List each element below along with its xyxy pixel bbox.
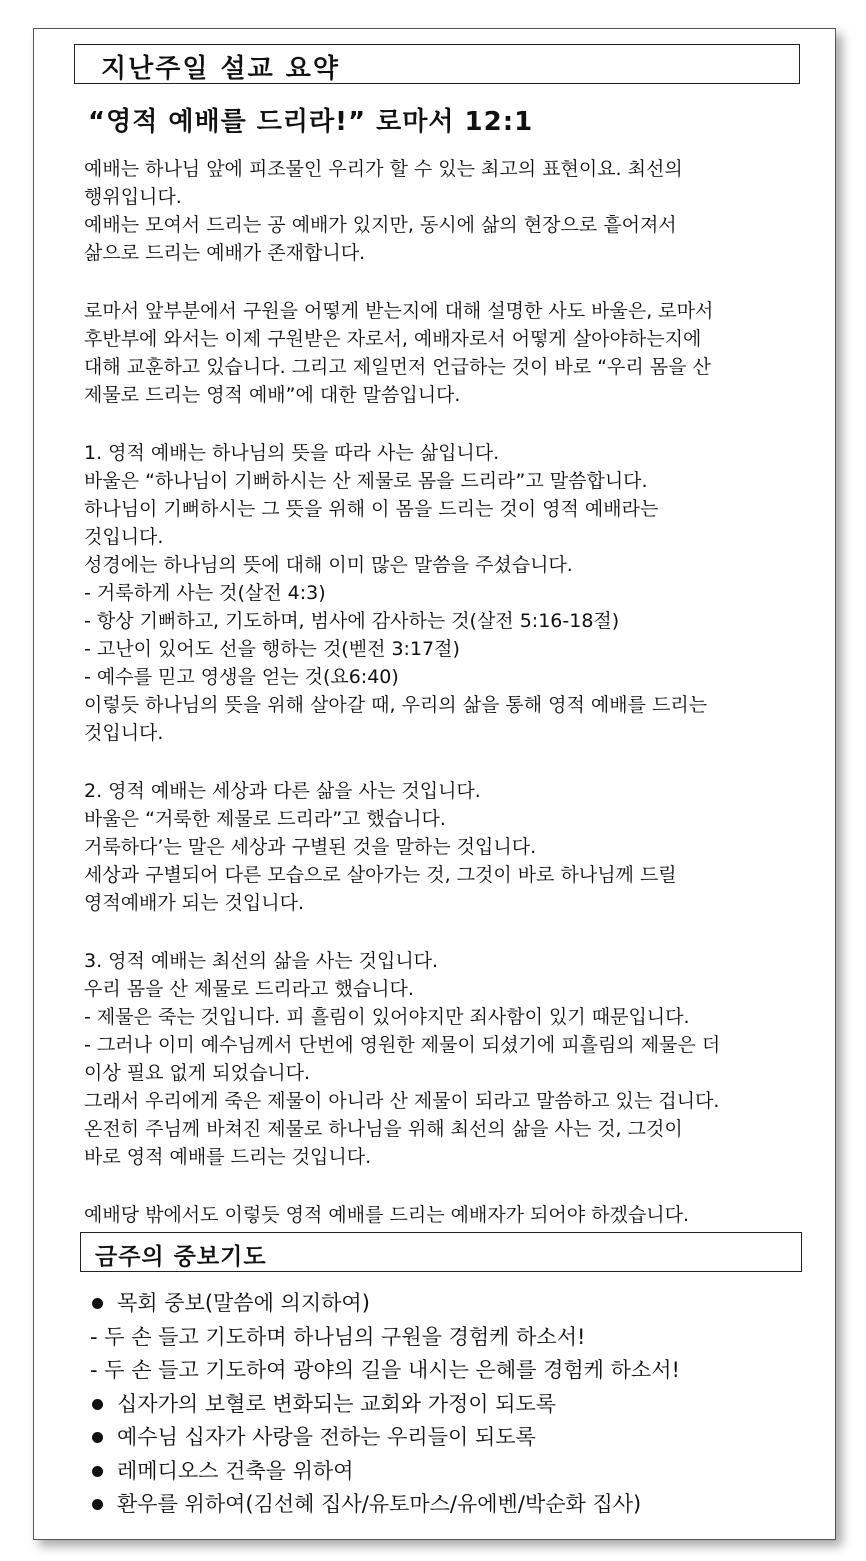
sermon-line: 이상 필요 없게 되었습니다. <box>84 1062 311 1084</box>
prayer-list <box>90 1287 680 1522</box>
prayer-item <box>90 1421 680 1455</box>
prayer-title: 금주의 중보기도 <box>95 1244 267 1270</box>
sermon-line: 2. 영적 예배는 세상과 다른 삶을 사는 것입니다. <box>84 780 481 802</box>
sermon-line: 세상과 구별되어 다른 모습으로 살아가는 것, 그것이 바로 하나님께 드릴 <box>84 864 677 886</box>
bullet-icon <box>92 1466 103 1477</box>
bullet-icon <box>92 1432 103 1443</box>
sermon-line: 하나님이 기뻐하시는 그 뜻을 위해 이 몸을 드리는 것이 영적 예배라는 <box>84 498 659 520</box>
prayer-item <box>90 1388 680 1422</box>
sermon-body <box>84 155 824 1229</box>
sermon-line: 대해 교훈하고 있습니다. 그리고 제일먼저 언급하는 것이 바로 “우리 몸을 산 <box>84 356 711 378</box>
prayer-item-text: 목회 중보(말씀에 의지하여) <box>117 1291 370 1315</box>
sermon-line: 1. 영적 예배는 하나님의 뜻을 따라 사는 삶입니다. <box>84 442 500 464</box>
prayer-item <box>90 1287 680 1321</box>
bullet-icon <box>92 1399 103 1410</box>
sermon-line: - 거룩하게 사는 것(살전 4:3) <box>84 582 326 604</box>
sermon-line: 바울은 “거룩한 제물로 드리라”고 했습니다. <box>84 808 446 830</box>
prayer-item <box>90 1354 680 1388</box>
paragraph-spacer <box>84 409 824 439</box>
bullet-icon <box>92 1298 103 1309</box>
sermon-line: 바로 영적 예배를 드리는 것입니다. <box>84 1146 372 1168</box>
sermon-line: 후반부에 와서는 이제 구원받은 자로서, 예배자로서 어떻게 살아야하는지에 <box>84 328 702 350</box>
prayer-title-box <box>80 1232 802 1272</box>
prayer-item <box>90 1488 680 1522</box>
sermon-line: 바울은 “하나님이 기뻐하시는 산 제물로 몸을 드리라”고 말씀합니다. <box>84 470 648 492</box>
paragraph-spacer <box>84 917 824 947</box>
sermon-line: 행위입니다. <box>84 186 182 208</box>
sermon-line: 삶으로 드리는 예배가 존재합니다. <box>84 242 366 264</box>
sermon-title: “영적 예배를 드리라!” 로마서 12:1 <box>88 107 534 137</box>
prayer-item-text: 레메디오스 건축을 위하여 <box>117 1458 354 1483</box>
prayer-item-text: - 두 손 들고 기도하며 하나님의 구원을 경험케 하소서! <box>90 1324 586 1349</box>
sermon-line: 예배는 하나님 앞에 피조물인 우리가 할 수 있는 최고의 표현이요. 최선의 <box>84 158 683 180</box>
sermon-line: - 제물은 죽는 것입니다. 피 흘림이 있어야지만 죄사함이 있기 때문입니다. <box>84 1006 690 1028</box>
sermon-line: 이렇듯 하나님의 뜻을 위해 살아갈 때, 우리의 삶을 통해 영적 예배를 드리는 <box>84 694 708 716</box>
sermon-line: 예배당 밖에서도 이렇듯 영적 예배를 드리는 예배자가 되어야 하겠습니다. <box>84 1204 689 1226</box>
sermon-line: 것입니다. <box>84 526 164 548</box>
paragraph-spacer <box>84 747 824 777</box>
sermon-line: - 고난이 있어도 선을 행하는 것(벧전 3:17절) <box>84 638 460 660</box>
sermon-line: - 그러나 이미 예수님께서 단번에 영원한 제물이 되셨기에 피흘림의 제물은 더 <box>84 1034 721 1056</box>
paragraph-spacer <box>84 267 824 297</box>
sermon-line: 것입니다. <box>84 722 164 744</box>
sermon-line: 제물로 드리는 영적 예배”에 대한 말씀입니다. <box>84 384 461 406</box>
sermon-line: - 항상 기뻐하고, 기도하며, 범사에 감사하는 것(살전 5:16-18절) <box>84 610 620 632</box>
sermon-line: 성경에는 하나님의 뜻에 대해 이미 많은 말씀을 주셨습니다. <box>84 554 573 576</box>
prayer-item <box>90 1321 680 1355</box>
sermon-line: 영적예배가 되는 것입니다. <box>84 892 305 914</box>
sermon-line: 로마서 앞부분에서 구원을 어떻게 받는지에 대해 설명한 사도 바울은, 로마서 <box>84 300 714 322</box>
bulletin-page <box>33 28 836 1540</box>
sermon-line: 우리 몸을 산 제물로 드리라고 했습니다. <box>84 978 414 1000</box>
section-title-box <box>74 44 800 84</box>
prayer-item-text: - 두 손 들고 기도하여 광야의 길을 내시는 은혜를 경험케 하소서! <box>90 1358 680 1382</box>
paragraph-spacer <box>84 1171 824 1201</box>
sermon-line: - 예수를 믿고 영생을 얻는 것(요6:40) <box>84 666 399 688</box>
sermon-line: 거룩하다’는 말은 세상과 구별된 것을 말하는 것입니다. <box>84 836 537 858</box>
sermon-line: 그래서 우리에게 죽은 제물이 아니라 산 제물이 되라고 말씀하고 있는 겁니다. <box>84 1090 720 1112</box>
sermon-line: 3. 영적 예배는 최선의 삶을 사는 것입니다. <box>84 950 439 972</box>
prayer-item-text: 십자가의 보혈로 변화되는 교회와 가정이 되도록 <box>117 1391 557 1416</box>
prayer-item-text: 환우를 위하여(김선혜 집사/유토마스/유에벤/박순화 집사) <box>117 1492 642 1516</box>
bullet-icon <box>92 1499 103 1510</box>
sermon-line: 예배는 모여서 드리는 공 예배가 있지만, 동시에 삶의 현장으로 흩어져서 <box>84 214 677 236</box>
prayer-item-text: 예수님 십자가 사랑을 전하는 우리들이 되도록 <box>117 1425 536 1449</box>
sermon-line: 온전히 주님께 바쳐진 제물로 하나님을 위해 최선의 삶을 사는 것, 그것이 <box>84 1118 683 1140</box>
prayer-item <box>90 1455 680 1489</box>
section-title: 지난주일 설교 요약 <box>101 54 341 84</box>
